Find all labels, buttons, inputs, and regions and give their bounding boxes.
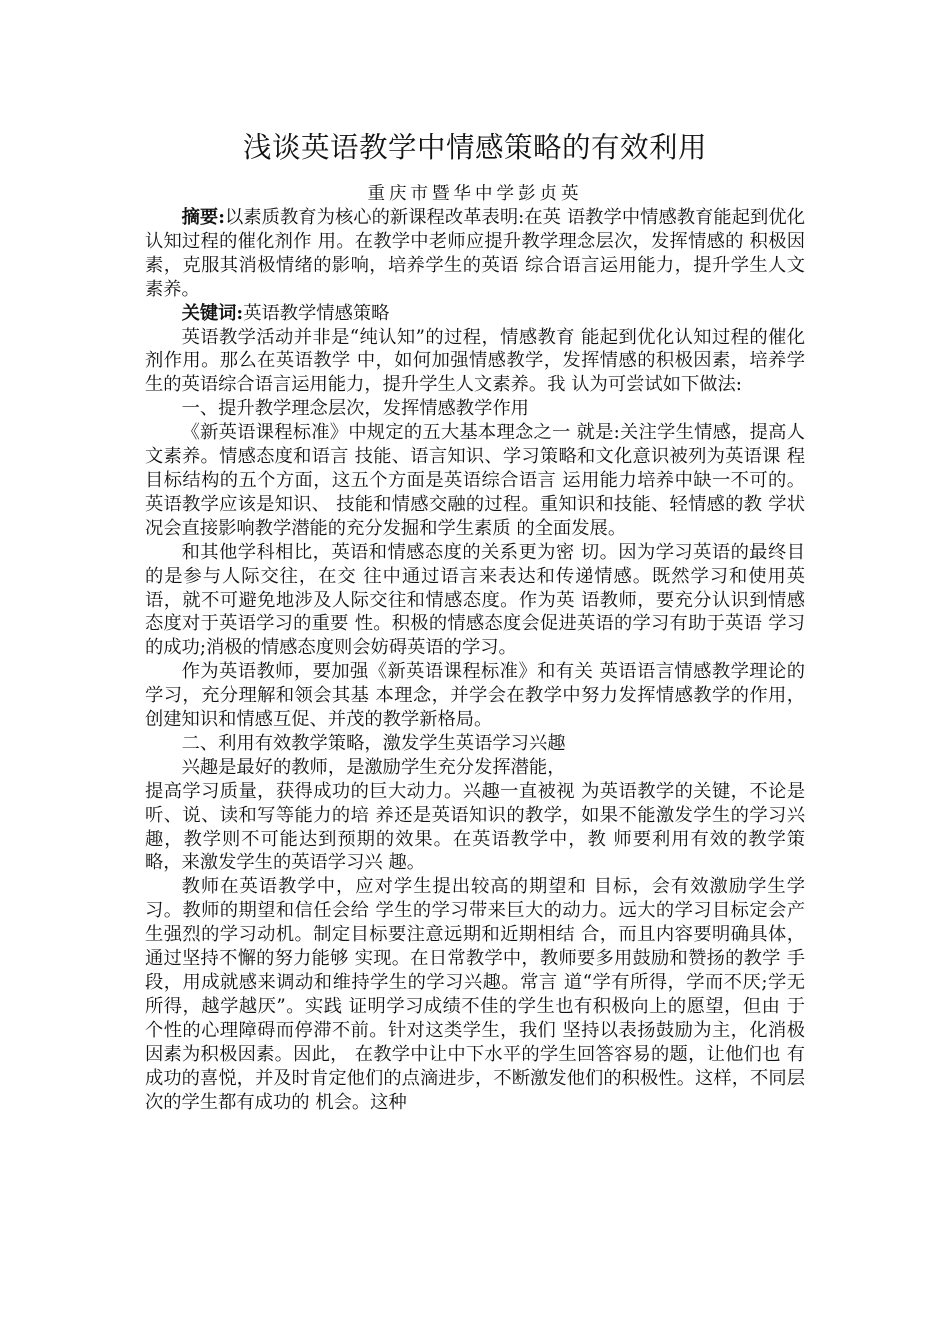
author-line: 重庆市暨华中学彭贞英 [367,184,583,204]
keywords-paragraph [145,302,805,326]
abstract-paragraph [145,206,805,302]
keywords-text: 英语教学情感策略 [243,302,390,324]
document-title: 浅谈英语教学中情感策略的有效利用 [242,131,707,164]
section-heading: 一、提升教学理念层次，发挥情感教学作用 [181,398,529,420]
section-heading: 二、利用有效教学策略，激发学生英语学习兴趣 [181,732,566,754]
document-body [145,128,805,1114]
abstract-label: 摘要: [181,207,225,228]
body-paragraph-continued: 提高学习质量，获得成功的巨大动力。兴趣一直被视 为英语教学的关键，不论是听、说、读和写等能力的培 养还是英语知识的教学，如果不能激发学生的学习兴 趣，教学则不可能达到预期的效果。在英语教学中，教 师要利用有效的教学策略，来激发学生的英语学习兴 趣。 [145,780,805,874]
body-paragraph: 和其他学科相比，英语和情感态度的关系更为密 切。因为学习英语的最终目的是参与人际交往，在交 往中通过语言来表达和传递情感。既然学习和使用英 语，就不可避免地涉及人际交往和情感态度。作为英 语教师，要充分认识到情感态度对于英语学习的重要 性。积极的情感态度会促进英语的学习有助于英语 学习的成功;消极的情感态度则会妨碍英语的学习。 [145,541,805,659]
keywords-label: 关键词: [181,302,244,324]
body-paragraph: 《新英语课程标准》中规定的五大基本理念之一 就是:关注学生情感，提高人文素养。情感态度和语言 技能、语言知识、学习策略和文化意识被列为英语课 程目标结构的五个方面，这五个方面是英语综合语言 运用能力培养中缺一不可的。英语教学应该是知识、 技能和情感交融的过程。重知识和技能、轻情感的教 学状况会直接影响教学潜能的充分发掘和学生素质 的全面发展。 [145,422,805,539]
abstract-text: 以素质教育为核心的新课程改革表明:在英 语教学中情感教育能起到优化认知过程的催化剂作 用。在教学中老师应提升教学理念层次，发挥情感的 积极因素，克服其消极情绪的影响，培养学生的英语 综合语言运用能力，提升学生人文素养。 [145,207,805,300]
body-paragraph: 英语教学活动并非是“纯认知”的过程，情感教育 能起到优化认知过程的催化剂作用。那么在英语教学 中，如何加强情感教学，发挥情感的积极因素，培养学 生的英语综合语言运用能力，提升学生人文素养。我 认为可尝试如下做法: [145,326,805,396]
body-paragraph: 教师在英语教学中，应对学生提出较高的期望和 目标，会有效激励学生学习。教师的期望和信任会给 学生的学习带来巨大的动力。远大的学习目标定会产 生强烈的学习动机。制定目标要注意远期和近期相结 合，而且内容要明确具体，通过坚持不懈的努力能够 实现。在日常教学中，教师要多用鼓励和赞扬的教学 手段，用成就感来调动和维持学生的学习兴趣。常言 道“学有所得，学而不厌;学无所得，越学越厌”。实践 证明学习成绩不佳的学生也有积极向上的愿望，但由 于个性的心理障碍而停滞不前。针对这类学生，我们 坚持以表扬鼓励为主，化消极因素为积极因素。因此， 在教学中让中下水平的学生回答容易的题，让他们也 有成功的喜悦，并及时肯定他们的点滴进步，不断激发他们的积极性。这样，不同层次的学生都有成功的 机会。这种 [145,876,805,1113]
body-paragraph: 作为英语教师，要加强《新英语课程标准》和有关 英语语言情感教学理论的学习，充分理解和领会其基 本理念，并学会在教学中努力发挥情感教学的作用， 创建知识和情感互促、并茂的教学新格局。 [145,661,805,731]
body-paragraph: 兴趣是最好的教师，是激励学生充分发挥潜能， [181,756,566,778]
